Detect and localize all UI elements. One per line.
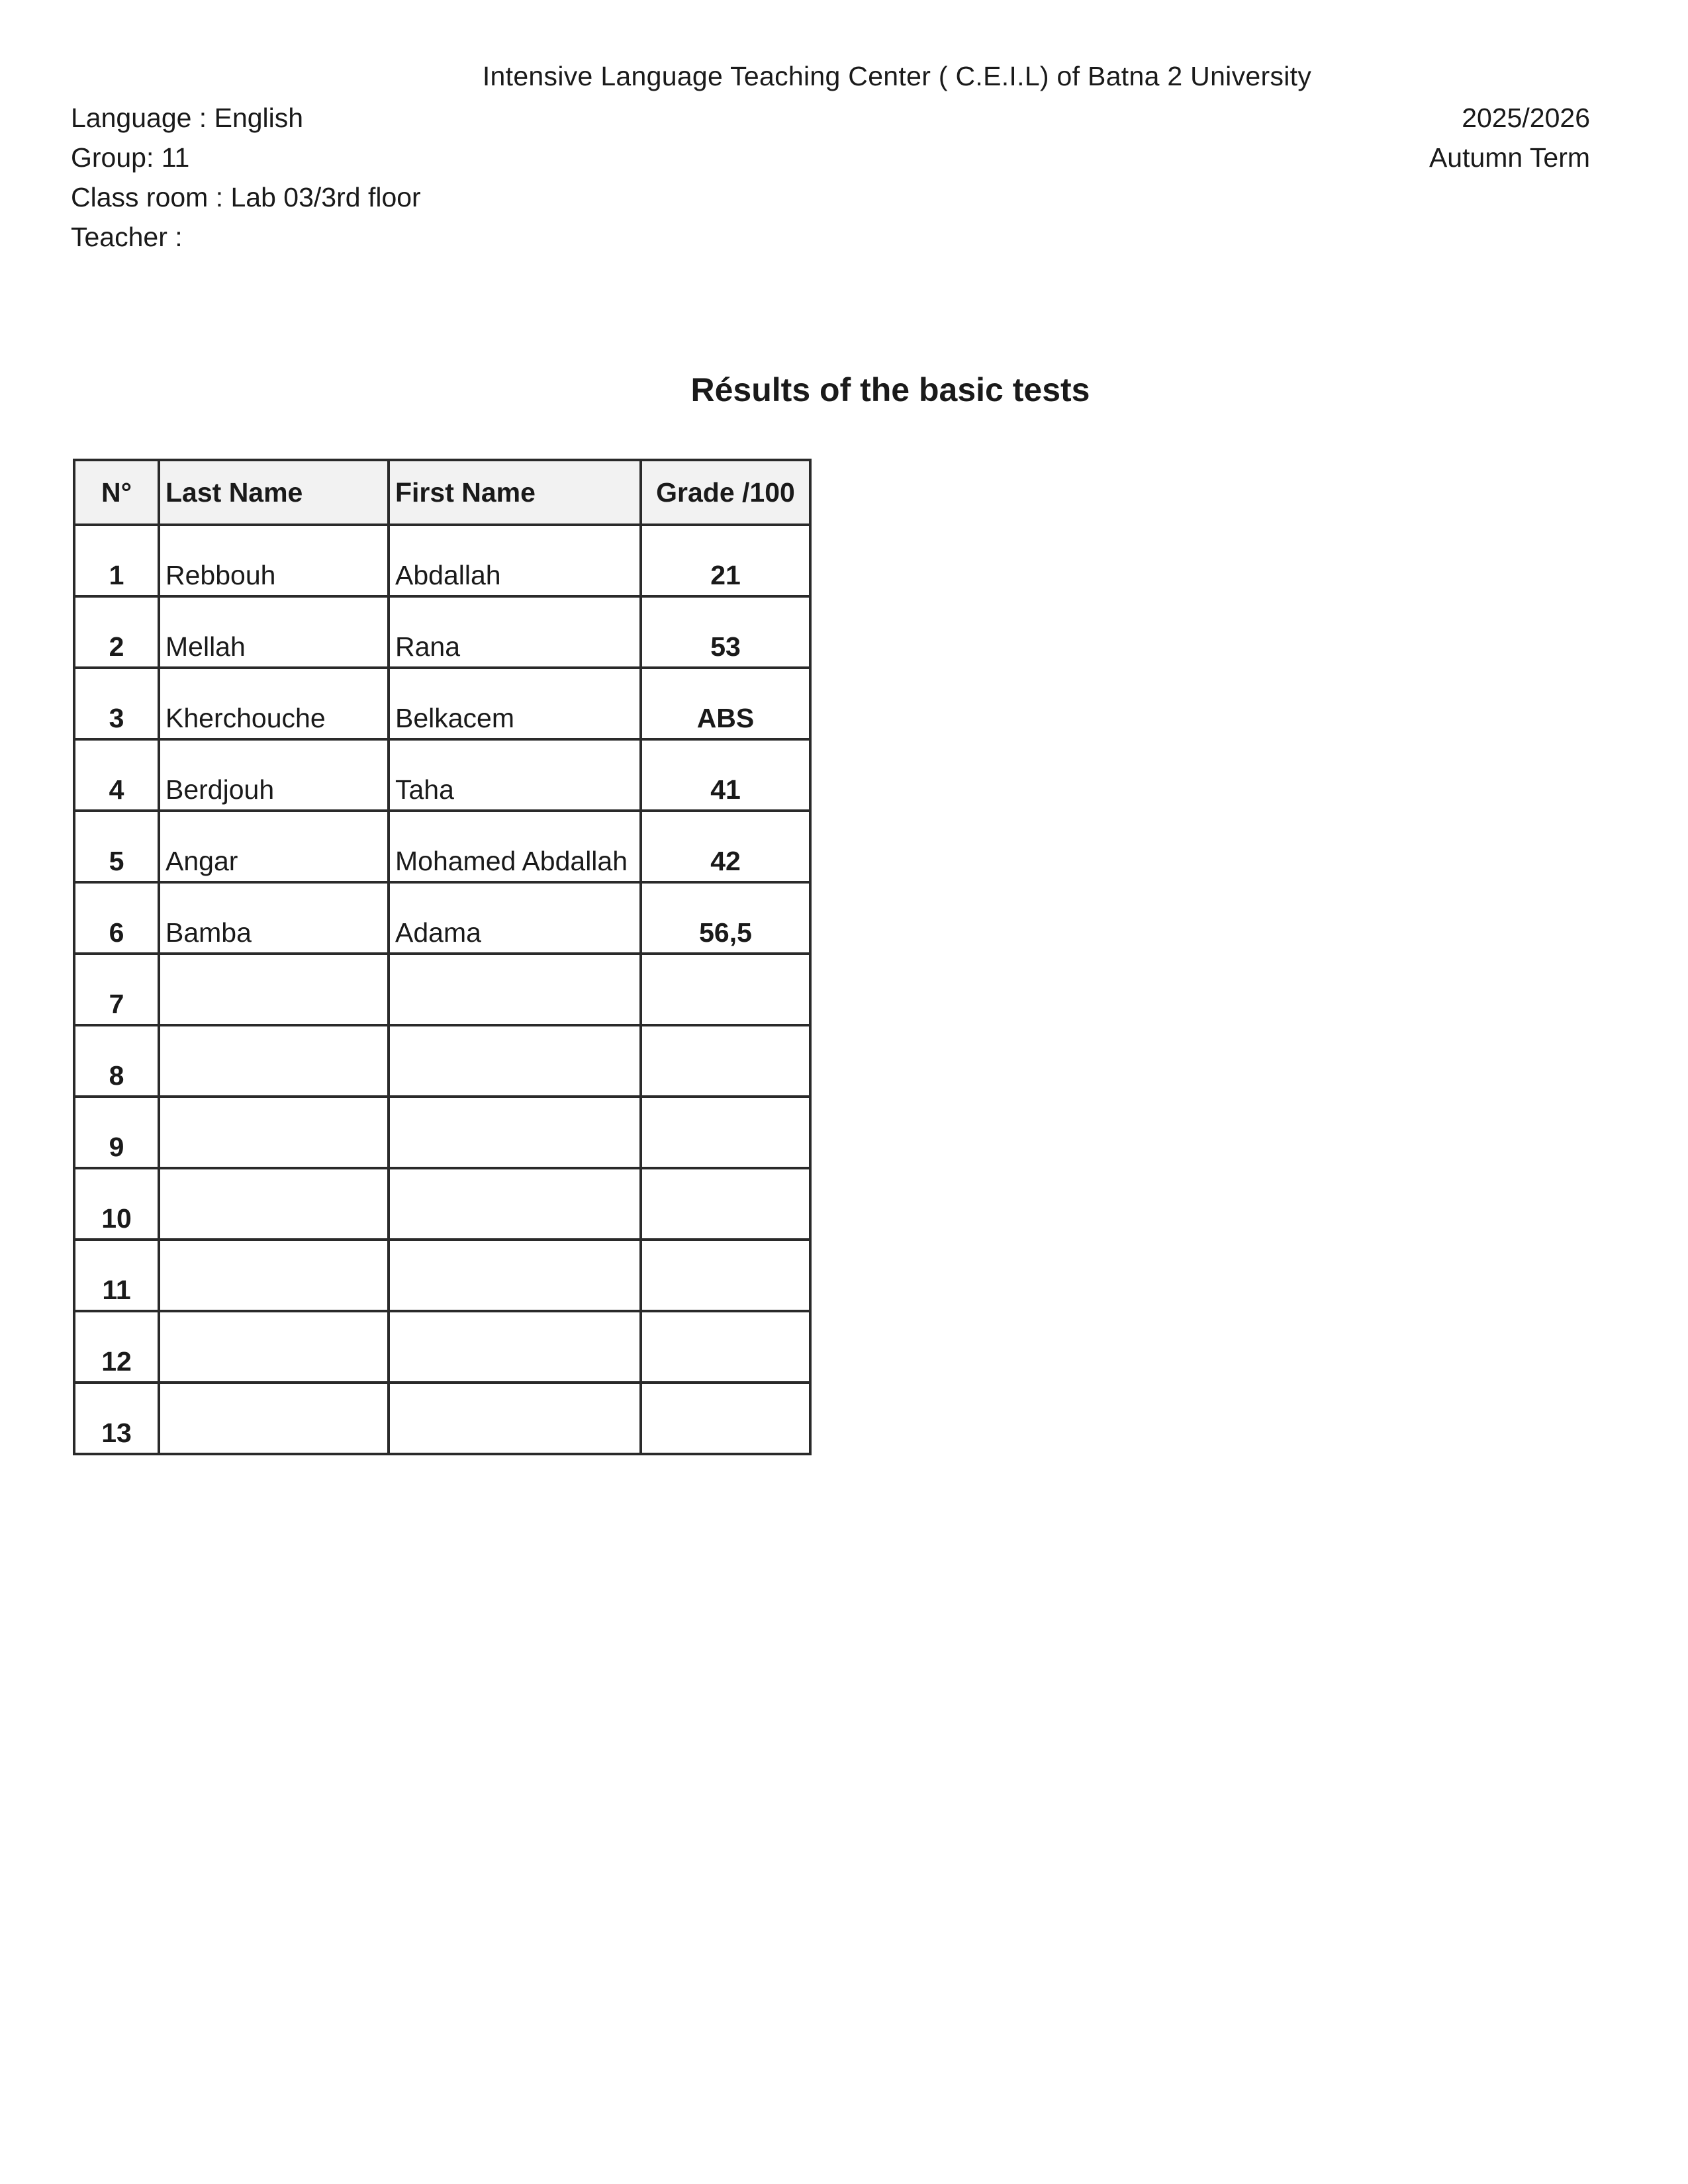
last-name-cell: Kherchouche xyxy=(159,668,389,739)
row-number-cell: 9 xyxy=(74,1097,159,1168)
grade-cell: 21 xyxy=(641,525,810,596)
group-label: Group: 11 xyxy=(71,142,190,173)
class-info xyxy=(71,98,421,257)
row-number-cell: 1 xyxy=(74,525,159,596)
table-row xyxy=(74,739,810,811)
table-row xyxy=(74,1383,810,1454)
last-name-cell xyxy=(159,1383,389,1454)
academic-year: 2025/2026 xyxy=(1462,103,1590,133)
first-name-cell xyxy=(389,954,641,1025)
first-name-cell: Adama xyxy=(389,882,641,954)
last-name-cell: Bamba xyxy=(159,882,389,954)
grade-cell: 41 xyxy=(641,739,810,811)
grade-cell: 53 xyxy=(641,596,810,668)
last-name-cell xyxy=(159,1168,389,1240)
institution-heading: Intensive Language Teaching Center ( C.E.I.L) of Batna 2 University xyxy=(482,61,1312,91)
first-name-cell xyxy=(389,1025,641,1097)
last-name-cell: Angar xyxy=(159,811,389,882)
row-number-cell: 13 xyxy=(74,1383,159,1454)
grade-cell xyxy=(641,1025,810,1097)
last-name-cell xyxy=(159,1311,389,1383)
grade-cell xyxy=(641,1383,810,1454)
page-title: Résults of the basic tests xyxy=(690,371,1090,408)
table-row xyxy=(74,1168,810,1240)
row-number-cell: 10 xyxy=(74,1168,159,1240)
first-name-cell xyxy=(389,1311,641,1383)
table-row xyxy=(74,882,810,954)
first-name-cell xyxy=(389,1240,641,1311)
row-number-cell: 5 xyxy=(74,811,159,882)
term-info xyxy=(1429,98,1590,177)
table-row xyxy=(74,1311,810,1383)
table-row xyxy=(74,1025,810,1097)
first-name-cell: Taha xyxy=(389,739,641,811)
last-name-cell xyxy=(159,1025,389,1097)
header-first-name: First Name xyxy=(389,460,641,525)
last-name-cell: Berdjouh xyxy=(159,739,389,811)
grade-cell: 56,5 xyxy=(641,882,810,954)
last-name-cell: Rebbouh xyxy=(159,525,389,596)
row-number-cell: 4 xyxy=(74,739,159,811)
grade-cell xyxy=(641,1311,810,1383)
table-row xyxy=(74,668,810,739)
table-row xyxy=(74,954,810,1025)
grade-cell xyxy=(641,954,810,1025)
table-header-row xyxy=(74,460,810,525)
first-name-cell xyxy=(389,1097,641,1168)
results-table xyxy=(73,459,812,1455)
row-number-cell: 3 xyxy=(74,668,159,739)
first-name-cell xyxy=(389,1383,641,1454)
last-name-cell: Mellah xyxy=(159,596,389,668)
grade-cell xyxy=(641,1240,810,1311)
classroom-label: Class room : Lab 03/3rd floor xyxy=(71,182,421,212)
row-number-cell: 11 xyxy=(74,1240,159,1311)
term-label: Autumn Term xyxy=(1429,142,1590,173)
first-name-cell: Abdallah xyxy=(389,525,641,596)
last-name-cell xyxy=(159,1097,389,1168)
last-name-cell xyxy=(159,1240,389,1311)
grade-cell xyxy=(641,1168,810,1240)
first-name-cell xyxy=(389,1168,641,1240)
teacher-label: Teacher : xyxy=(71,222,183,252)
row-number-cell: 2 xyxy=(74,596,159,668)
grade-cell: ABS xyxy=(641,668,810,739)
table-row xyxy=(74,1097,810,1168)
row-number-cell: 6 xyxy=(74,882,159,954)
grade-cell xyxy=(641,1097,810,1168)
language-label: Language : English xyxy=(71,103,304,133)
results-body xyxy=(74,525,810,1454)
header-number: N° xyxy=(74,460,159,525)
last-name-cell xyxy=(159,954,389,1025)
first-name-cell: Belkacem xyxy=(389,668,641,739)
row-number-cell: 12 xyxy=(74,1311,159,1383)
row-number-cell: 8 xyxy=(74,1025,159,1097)
table-row xyxy=(74,1240,810,1311)
row-number-cell: 7 xyxy=(74,954,159,1025)
table-row xyxy=(74,525,810,596)
table-row xyxy=(74,811,810,882)
table-row xyxy=(74,596,810,668)
header-grade: Grade /100 xyxy=(641,460,810,525)
first-name-cell: Mohamed Abdallah xyxy=(389,811,641,882)
grade-cell: 42 xyxy=(641,811,810,882)
header-last-name: Last Name xyxy=(159,460,389,525)
first-name-cell: Rana xyxy=(389,596,641,668)
